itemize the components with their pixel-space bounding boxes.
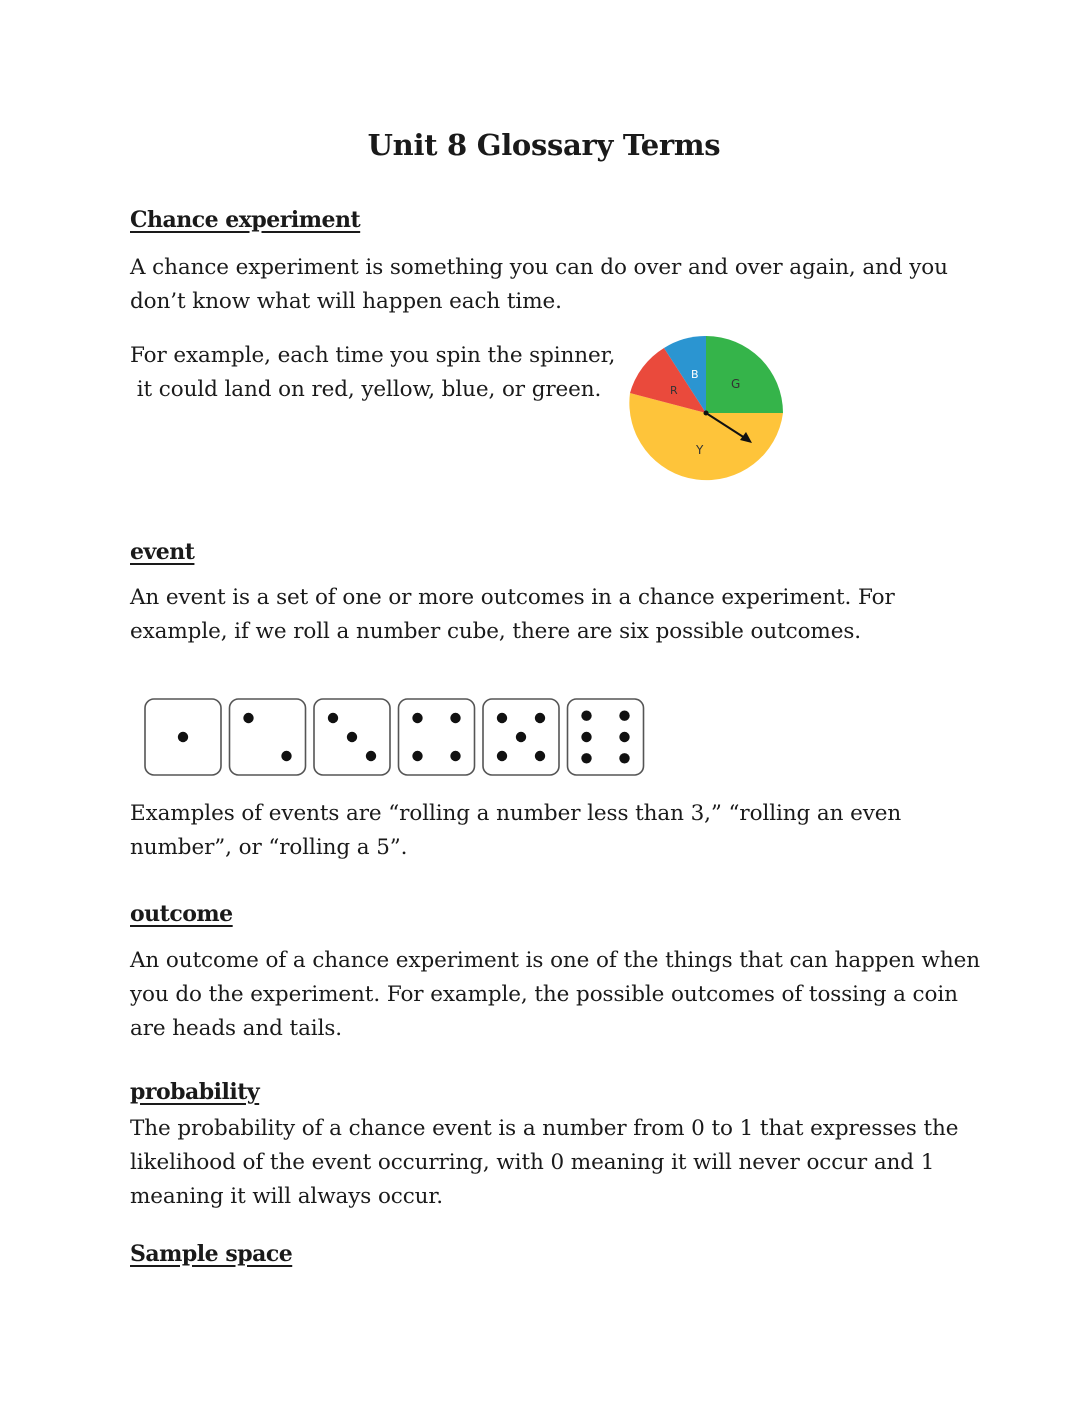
spinner-label-yellow: Y <box>696 443 704 457</box>
dice-image <box>140 694 650 784</box>
definition-chance-experiment <box>130 251 948 319</box>
die-pip <box>581 732 591 742</box>
die-pip <box>450 713 460 723</box>
die-outline <box>399 699 475 775</box>
die-face-2 <box>230 699 306 775</box>
die-pip <box>535 713 545 723</box>
die-pip <box>619 732 629 742</box>
term-probability: probability <box>130 1079 260 1105</box>
die-pip <box>619 753 629 763</box>
spinner-label-blue: B <box>691 368 699 381</box>
spinner-section-green <box>706 336 783 413</box>
die-face-1 <box>145 699 221 775</box>
definition-line: A chance experiment is something you can do over and over again, and you <box>130 255 948 280</box>
die-pip <box>412 751 422 761</box>
example-line: it could land on red, yellow, blue, or green. <box>130 377 602 402</box>
die-pip <box>178 732 188 742</box>
die-pip <box>619 711 629 721</box>
spinner-label-red: R <box>670 384 678 397</box>
die-pip <box>347 732 357 742</box>
definition-line: don’t know what will happen each time. <box>130 289 562 314</box>
definition-line: An outcome of a chance experiment is one of the things that can happen when <box>130 948 980 973</box>
spinner-pivot <box>704 411 709 416</box>
die-outline <box>230 699 306 775</box>
term-chance-experiment: Chance experiment <box>130 207 361 233</box>
die-pip <box>497 713 507 723</box>
definition-event <box>130 581 895 649</box>
die-pip <box>581 753 591 763</box>
die-pip <box>412 713 422 723</box>
die-pip <box>243 713 253 723</box>
die-pip <box>281 751 291 761</box>
example-chance-experiment <box>130 339 615 407</box>
die-face-6 <box>568 699 644 775</box>
die-pip <box>535 751 545 761</box>
examples-line: number”, or “rolling a 5”. <box>130 835 408 860</box>
examples-of-events <box>130 797 901 865</box>
die-pip <box>497 751 507 761</box>
definition-outcome <box>130 944 980 1046</box>
definition-line: An event is a set of one or more outcomes in a chance experiment. For <box>130 585 895 610</box>
die-pip <box>516 732 526 742</box>
definition-line: likelihood of the event occurring, with 0 meaning it will never occur and 1 <box>130 1150 935 1175</box>
die-face-4 <box>399 699 475 775</box>
definition-line: The probability of a chance event is a number from 0 to 1 that expresses the <box>130 1116 959 1141</box>
definition-line: meaning it will always occur. <box>130 1184 443 1209</box>
example-line: For example, each time you spin the spinner, <box>130 343 616 368</box>
term-event: event <box>130 539 195 565</box>
die-face-3 <box>314 699 390 775</box>
die-face-5 <box>483 699 559 775</box>
die-pip <box>581 711 591 721</box>
definition-line: are heads and tails. <box>130 1016 343 1041</box>
term-outcome: outcome <box>130 901 233 927</box>
definition-probability <box>130 1112 958 1214</box>
die-outline <box>568 699 644 775</box>
die-pip <box>366 751 376 761</box>
spinner-label-green: G <box>731 377 741 391</box>
page-title: Unit 8 Glossary Terms <box>367 128 721 162</box>
die-pip <box>450 751 460 761</box>
die-pip <box>328 713 338 723</box>
examples-line: Examples of events are “rolling a number less than 3,” “rolling an even <box>130 801 902 826</box>
term-sample-space: Sample space <box>130 1241 293 1267</box>
spinner-image <box>620 330 795 500</box>
definition-line: you do the experiment. For example, the possible outcomes of tossing a coin <box>130 982 958 1007</box>
definition-line: example, if we roll a number cube, there are six possible outcomes. <box>130 619 862 644</box>
